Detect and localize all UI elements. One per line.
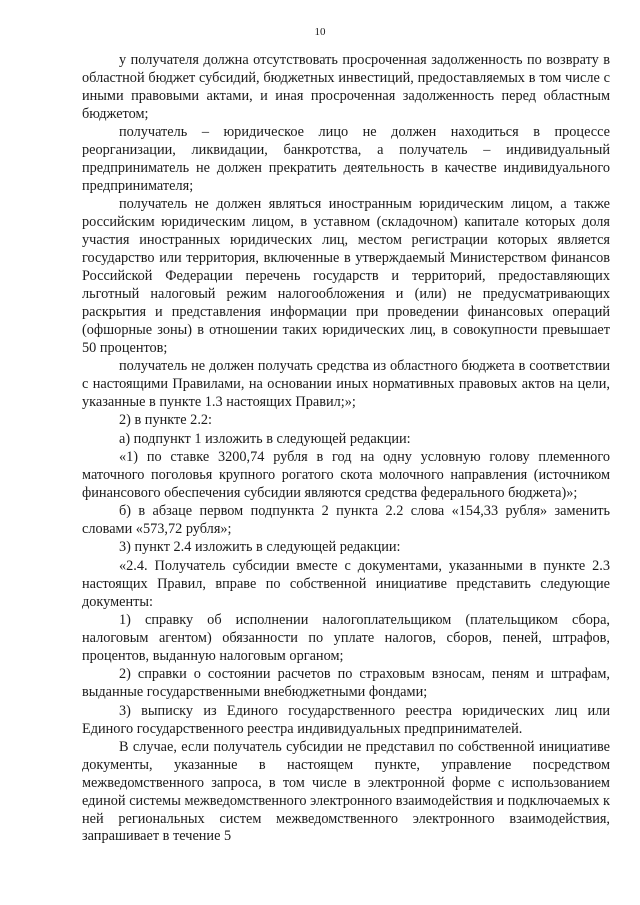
- paragraph-other-funds-requirement: получатель не должен получать средства из областного бюджета в соответствии с настоящими Правилами, на основании иных нормативных правовых актов на цели, указанные в пункте 1.3 настоящих Правил;»;: [82, 357, 610, 410]
- paragraph-subclause-b: б) в абзаце первом подпункта 2 пункта 2.2 слова «154,33 рубля» заменить словами «573,72 рубля»;: [82, 503, 610, 538]
- paragraph-document-item-2: 2) справки о состоянии расчетов по страховым взносам, пеням и штрафам, выданные государственными внебюджетными фондами;: [82, 666, 610, 701]
- paragraph-interagency-request: В случае, если получатель субсидии не представил по собственной инициативе документы, указанные в настоящем пункте, управление посредством межведомственного запроса, в том числе в электронной форме с использованием единой системы межведомственного электронного взаимодействия и подключаемых к ней региональных систем межведомственного электронного взаимодействия, запрашивает в течение 5: [82, 738, 610, 845]
- paragraph-clause-2-2: 2) в пункте 2.2:: [119, 412, 213, 429]
- paragraph-document-item-1: 1) справку об исполнении налогоплательщиком (плательщиком сбора, налоговым агентом) обязанности по уплате налогов, сборов, пеней, штрафов, процентов, выданную налоговым органом;: [82, 612, 610, 664]
- paragraph-reorganization-requirement: получатель – юридическое лицо не должен находиться в процессе реорганизации, ликвидации, банкротства, а получатель – индивидуальный предприниматель не должен прекратить деятельность в качестве индивидуального предпринимателя;: [82, 124, 610, 194]
- paragraph-clause-2-4-text: «2.4. Получатель субсидии вместе с документами, указанными в пункте 2.3 настоящих Правил, вправе по собственной инициативе представить следующие документы:: [82, 557, 610, 610]
- paragraph-document-item-3: 3) выписку из Единого государственного реестра юридических лиц или Единого государственного реестра индивидуальных предпринимателей.: [82, 702, 610, 737]
- document-body: [82, 52, 610, 846]
- paragraph-arrears-requirement: у получателя должна отсутствовать просроченная задолженность по возврату в областной бюджет субсидий, бюджетных инвестиций, предоставляемых в том числе с иными правовыми актами, и иная просроченная задолженность перед областным бюджетом;: [82, 52, 610, 122]
- paragraph-rate-item-1: «1) по ставке 3200,74 рубля в год на одну условную голову племенного маточного поголовья крупного рогатого скота молочного направления (источником финансового обеспечения субсидии являются средства федерального бюджета)»;: [82, 448, 610, 501]
- page-number: 10: [314, 26, 326, 38]
- paragraph-clause-2-4: 3) пункт 2.4 изложить в следующей редакции:: [119, 539, 401, 556]
- paragraph-subclause-a: а) подпункт 1 изложить в следующей редакции:: [119, 430, 411, 447]
- paragraph-foreign-entity-requirement: получатель не должен являться иностранным юридическим лицом, а также российским юридическим лицом, в уставном (складочном) капитале которых доля участия иностранных юридических лиц, местом регистрации которых является государство или территория, включенные в утверждаемый Министерством финансов Российской Федерации перечень государств и территорий, предоставляющих льготный налоговый режим налогообложения и (или) не предусматривающих раскрытия и представления информации при проведении финансовых операций (офшорные зоны) в отношении таких юридических лиц, в совокупности превышает 50 процентов;: [82, 196, 610, 356]
